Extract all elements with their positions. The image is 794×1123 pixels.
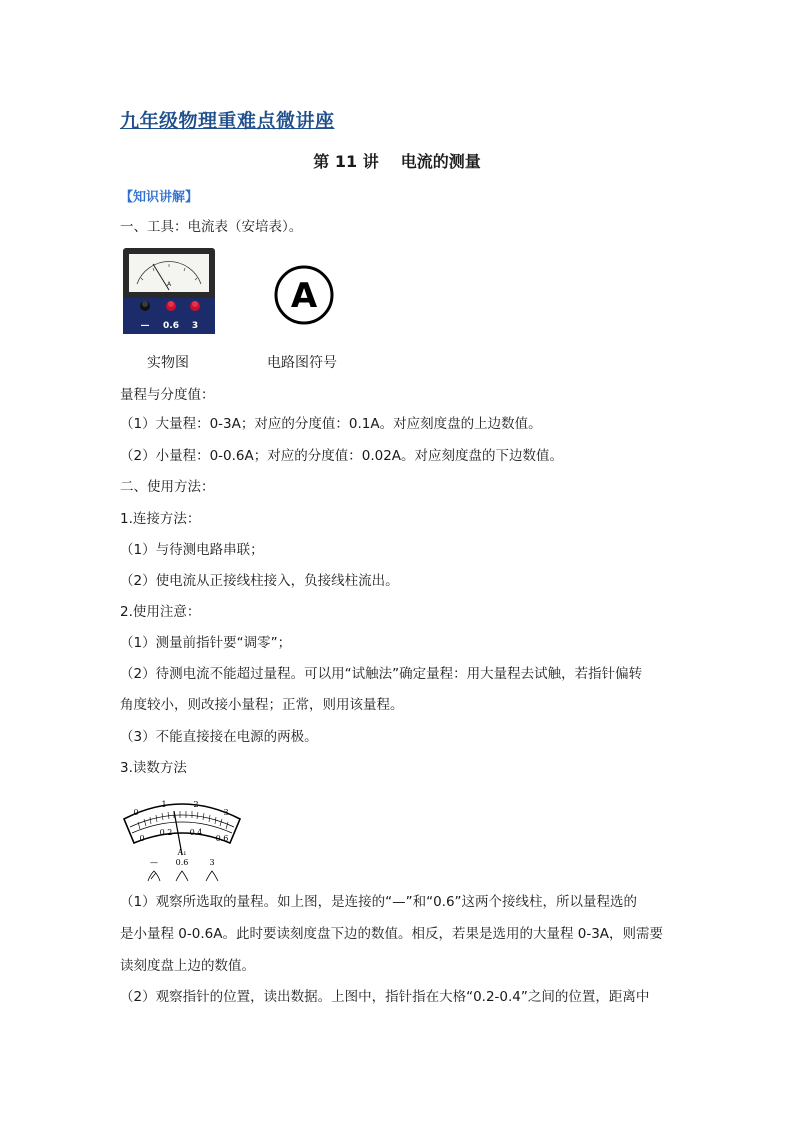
upper-tick-3: 3 — [223, 808, 229, 817]
photo-terminal-3: 3 — [191, 321, 199, 331]
notice-line-2b: 角度较小，则改接小量程；正常，则用该量程。 — [120, 697, 404, 713]
connect-line-1: （1）与待测电路串联； — [120, 542, 264, 558]
ammeter-scale-diagram — [118, 795, 246, 883]
read-line-1b: 是小量程 0-0.6A。此时要读刻度盘下边的数值。相反，若果是选用的大量程 0-3A，则需要 — [120, 926, 664, 942]
ammeter-symbol — [268, 259, 340, 331]
notice-line-2a: （2）待测电流不能超过量程。可以用“试触法”确定量程：用大量程去试触，若指针偏转 — [120, 666, 643, 682]
range-line-2: （2）小量程：0-0.6A；对应的分度值：0.02A。对应刻度盘的下边数值。 — [120, 448, 564, 464]
upper-tick-1: 1 — [161, 800, 167, 809]
lecture-title — [0, 149, 794, 172]
upper-tick-0: 0 — [133, 808, 139, 817]
range-line-1: （1）大量程：0-3A；对应的分度值：0.1A。对应刻度盘的上边数值。 — [120, 416, 542, 432]
notice-line-1: （1）测量前指针要“调零”； — [120, 635, 292, 651]
scale-meter-label: A₁ — [177, 848, 187, 857]
upper-tick-2: 2 — [193, 800, 199, 809]
read-line-2a: （2）观察指针的位置，读出数据。上图中，指针指在大格“0.2-0.4”之间的位置，距离中 — [120, 989, 650, 1005]
lecture-number: 第 11 讲 — [313, 152, 379, 171]
range-heading: 量程与分度值： — [120, 387, 215, 403]
ammeter-photo — [123, 248, 215, 334]
scale-terminal-06: 0.6 — [175, 858, 189, 867]
symbol-letter: A — [290, 276, 318, 316]
series-title: 九年级物理重难点微讲座 — [120, 110, 335, 132]
scale-terminal-neg: — — [150, 858, 158, 867]
photo-terminal-neg: — — [140, 321, 150, 331]
read-heading: 3.读数方法 — [120, 760, 187, 776]
lecture-topic: 电流的测量 — [400, 152, 481, 171]
photo-caption: 实物图 — [147, 355, 189, 371]
notice-line-3: （3）不能直接接在电源的两极。 — [120, 729, 318, 745]
read-line-1c: 读刻度盘上边的数值。 — [120, 958, 255, 974]
lower-tick-06: 0.6 — [215, 834, 229, 843]
section-tag: 【知识讲解】 — [120, 190, 199, 205]
meter-face-label: A — [166, 281, 172, 288]
lower-tick-0: 0 — [139, 834, 145, 843]
scale-terminal-3: 3 — [209, 858, 215, 867]
lower-tick-04: 0.4 — [189, 828, 203, 837]
tool-line: 一、工具：电流表（安培表）。 — [120, 219, 303, 235]
photo-terminal-06: 0.6 — [163, 321, 179, 331]
usage-heading: 二、使用方法： — [120, 479, 215, 495]
notice-heading: 2.使用注意： — [120, 604, 201, 620]
lower-tick-02: 0.2 — [159, 828, 173, 837]
symbol-caption: 电路图符号 — [267, 355, 337, 371]
connect-heading: 1.连接方法： — [120, 511, 201, 527]
read-line-1a: （1）观察所选取的量程。如上图，是连接的“—”和“0.6”这两个接线柱，所以量程选的 — [120, 894, 638, 910]
connect-line-2: （2）使电流从正接线柱接入，负接线柱流出。 — [120, 573, 399, 589]
